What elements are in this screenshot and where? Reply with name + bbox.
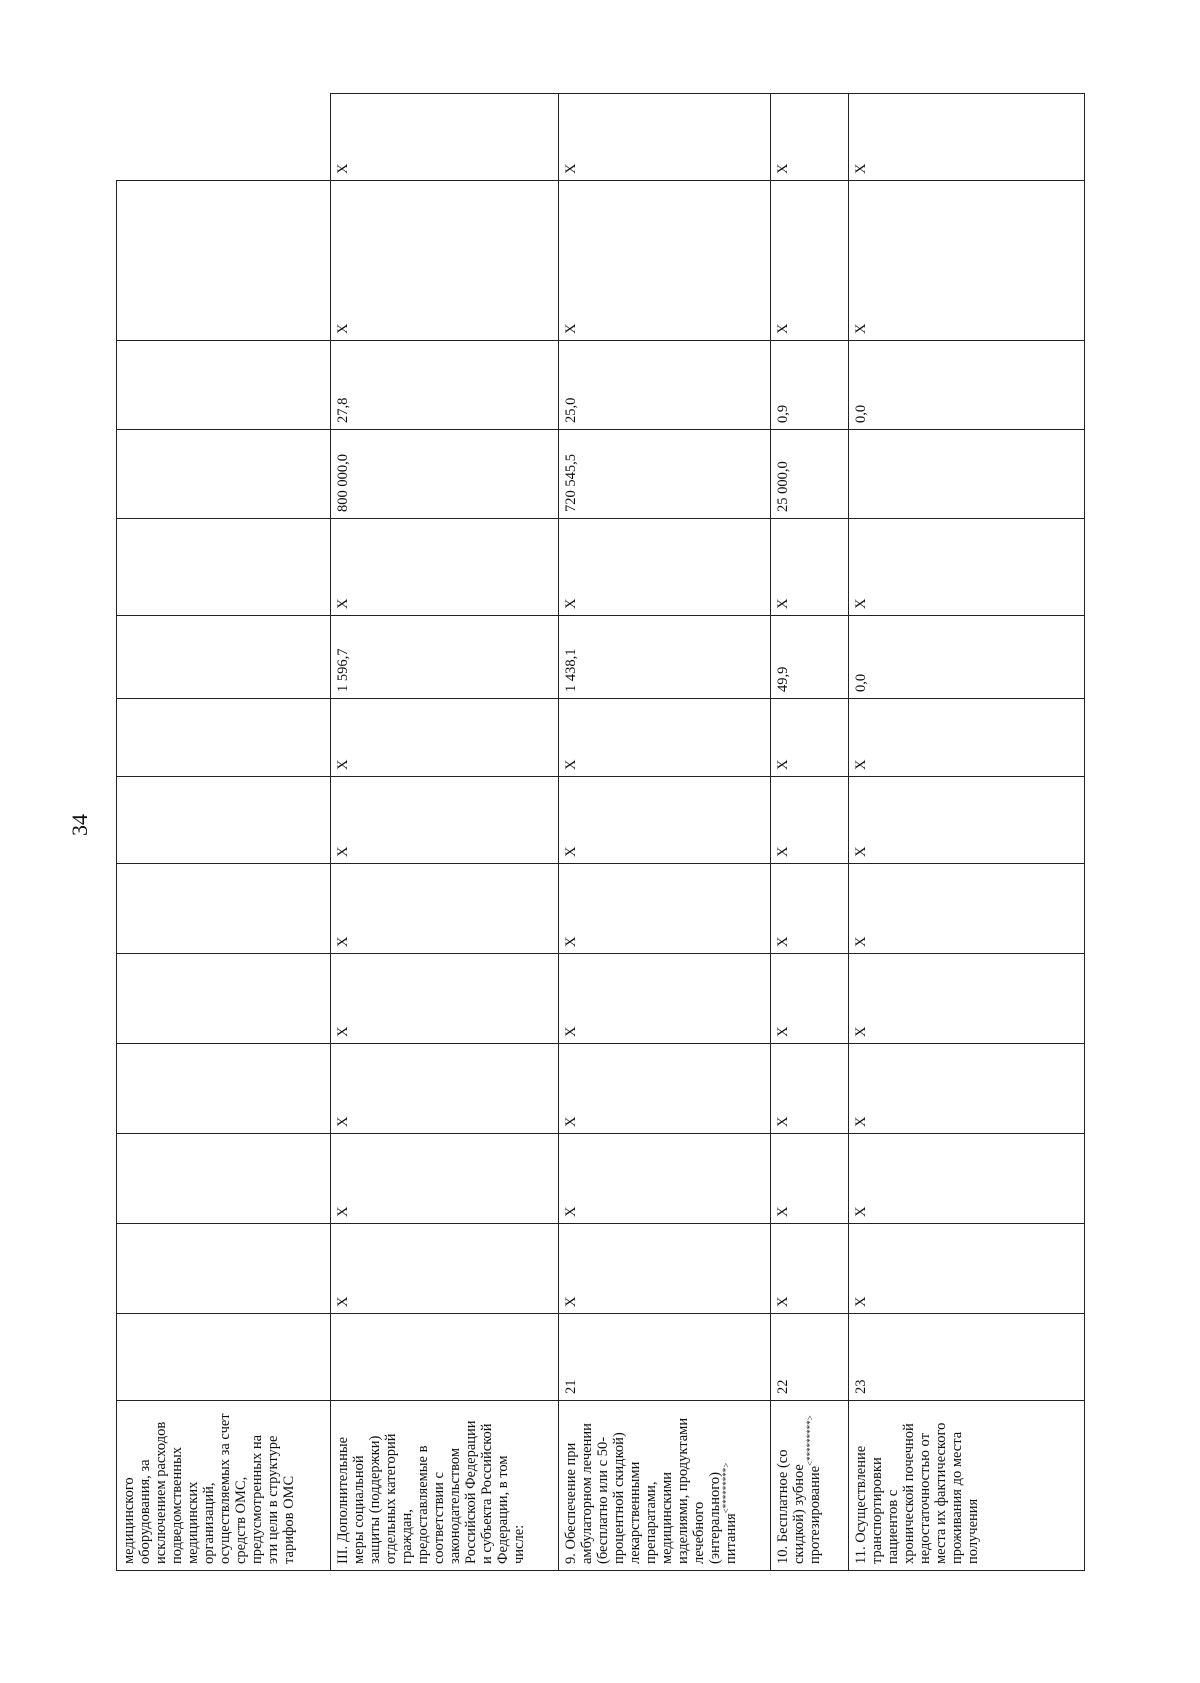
cell: 1 438,1 <box>559 616 771 699</box>
cell: X <box>849 1134 1085 1224</box>
cell: X <box>331 1134 559 1224</box>
cell: X <box>849 699 1085 777</box>
table-grid <box>116 93 1085 1571</box>
table-row <box>771 94 849 1571</box>
row-label-text: 10. Бесплатное (со скидкой) зубное протезирование <box>775 1449 823 1564</box>
row-code <box>331 1314 559 1401</box>
cell: X <box>331 777 559 864</box>
cell <box>117 1044 331 1134</box>
cell: X <box>331 94 559 181</box>
row-code: 21 <box>559 1314 771 1401</box>
cell: X <box>771 954 849 1044</box>
cell <box>117 1134 331 1224</box>
table-row <box>117 94 331 1571</box>
footnote-mark: <*********> <box>721 1462 732 1514</box>
cell: X <box>771 699 849 777</box>
cell <box>117 954 331 1044</box>
cell: X <box>559 777 771 864</box>
cell <box>117 181 331 341</box>
cell: 0,9 <box>771 341 849 430</box>
row-label: 11. Осуществление транспортировки пациентов с хронической почечной недостаточностью от места их фактического проживания до места получения <box>849 1401 1085 1571</box>
cell <box>117 430 331 519</box>
cell: X <box>771 864 849 954</box>
table-row <box>331 94 559 1571</box>
cell: X <box>849 519 1085 616</box>
cell: X <box>771 519 849 616</box>
cell: X <box>559 1224 771 1314</box>
footnote-mark: <*********> <box>805 1415 816 1466</box>
page-number: 34 <box>67 814 92 836</box>
cell: X <box>331 954 559 1044</box>
cell <box>117 699 331 777</box>
cell: X <box>849 181 1085 341</box>
cell: X <box>559 94 771 181</box>
cell: X <box>771 94 849 181</box>
cell: X <box>331 864 559 954</box>
cell: 800 000,0 <box>331 430 559 519</box>
cell: X <box>559 954 771 1044</box>
cell <box>117 341 331 430</box>
cell <box>117 777 331 864</box>
cell <box>849 430 1085 519</box>
cell: 1 596,7 <box>331 616 559 699</box>
cell <box>117 864 331 954</box>
cell: X <box>331 519 559 616</box>
row-label <box>771 1401 849 1571</box>
row-label: III. Дополнительные меры социальной защиты (поддержки) отдельных категорий граждан, предоставляемые в соответствии с законодательством Российской Федерации и субъекта Российской Федерации, в том числе: <box>331 1401 559 1571</box>
cell: X <box>849 1224 1085 1314</box>
cell: X <box>559 1044 771 1134</box>
cell <box>117 616 331 699</box>
cell: 27,8 <box>331 341 559 430</box>
cell: X <box>849 954 1085 1044</box>
cell: X <box>849 777 1085 864</box>
row-label-text: 9. Обеспечение при амбулаторном лечении (бесплатно или с 50- процентной скидкой) лекарственными препаратами, медицинскими изделиями, продуктами лечебного (энтерального) питания <box>563 1417 739 1564</box>
table-row <box>559 94 771 1571</box>
cell: X <box>849 1044 1085 1134</box>
cell <box>117 1224 331 1314</box>
cell: X <box>331 1044 559 1134</box>
cell: X <box>559 864 771 954</box>
cell: 49,9 <box>771 616 849 699</box>
cell: 25 000,0 <box>771 430 849 519</box>
cell: X <box>559 181 771 341</box>
cell: X <box>331 699 559 777</box>
row-label <box>559 1401 771 1571</box>
cell: X <box>771 1134 849 1224</box>
cell: 720 545,5 <box>559 430 771 519</box>
cell <box>117 519 331 616</box>
cell: X <box>331 1224 559 1314</box>
cell: X <box>849 864 1085 954</box>
row-code: 23 <box>849 1314 1085 1401</box>
row-code: 22 <box>771 1314 849 1401</box>
cell: X <box>559 699 771 777</box>
row-label: медицинского оборудования, за исключением расходов подведомственных медицинских организаций, осуществляемых за счет средств ОМС, предусмотренных на эти цели в структуре тарифов ОМС <box>117 1401 331 1571</box>
cell: 0,0 <box>849 341 1085 430</box>
cell: 25,0 <box>559 341 771 430</box>
cell: 0,0 <box>849 616 1085 699</box>
table-row <box>849 94 1085 1571</box>
cell: X <box>559 1134 771 1224</box>
data-table <box>116 93 1084 1571</box>
cell: X <box>771 1044 849 1134</box>
cell: X <box>771 777 849 864</box>
cell: X <box>771 1224 849 1314</box>
cell: X <box>771 181 849 341</box>
cell: X <box>559 519 771 616</box>
cell: X <box>331 181 559 341</box>
cell: X <box>849 94 1085 181</box>
row-code <box>117 1314 331 1401</box>
